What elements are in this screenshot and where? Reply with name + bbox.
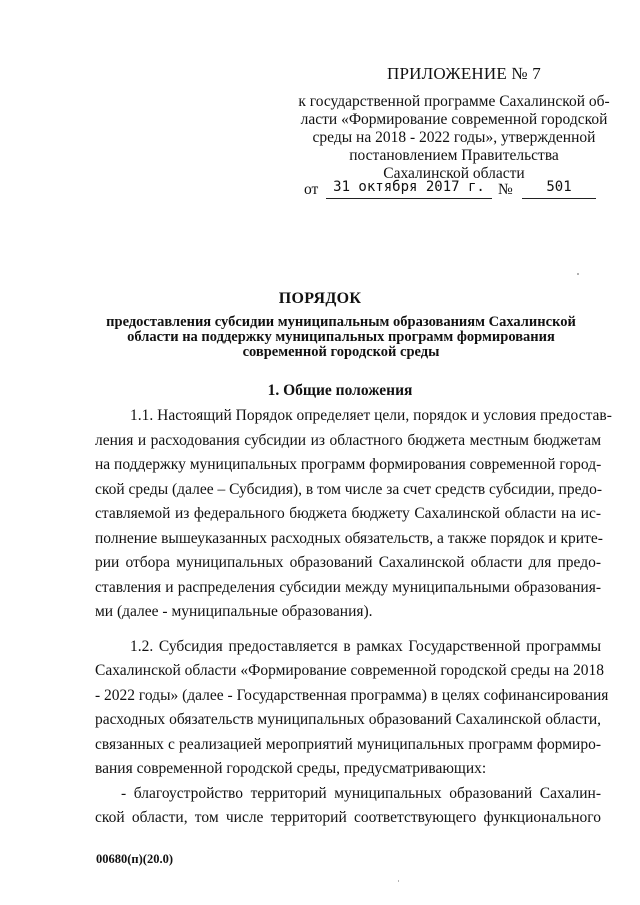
body-line: рии отбора муниципальных образований Сахалинской области для предо- [95,554,601,571]
appendix-description-line: ласти «Формирование современной городской [300,111,608,128]
body-line: ставления и распределения субсидии между муниципальными образования- [95,578,601,596]
document-title: ПОРЯДОК [278,290,362,307]
decree-date-number-row [300,178,600,202]
body-line: ской области, том числе территорий соответствующего функционального [95,809,601,826]
body-line: Сахалинской области «Формирование современной городской среды на 2018 [95,662,605,679]
document-subtitle [96,315,586,360]
appendix-description-line: среды на 2018 - 2022 годы», утвержденной [312,129,596,146]
appendix-description-line: к государственной программе Сахалинской об- [298,93,610,110]
body-line: ской среды (далее – Субсидия), в том числе за счет средств субсидии, предо- [95,480,603,498]
date-prefix: от [304,181,319,198]
document-code: 00680(п)(20.0) [96,852,173,866]
body-line: - благоустройство территорий муниципальных образований Сахалин- [121,784,601,802]
appendix-title: ПРИЛОЖЕНИЕ № 7 [387,64,541,83]
body-line: полнение вышеуказанных расходных обязательств, а также порядок и крите- [95,529,603,547]
document-subtitle-line: современной городской среды [242,344,440,360]
body-line: ставляемой из федерального бюджета бюджету Сахалинской области на ис- [95,505,601,522]
body-line: - 2022 годы» (далее - Государственная программа) в целях софинансирования [95,686,609,704]
body-line: ления и расходования субсидии из областного бюджета местным бюджетам [95,431,601,449]
appendix-description-line: постановлением Правительства [349,147,559,164]
document-body [95,404,612,831]
appendix-description-line: Сахалинской области [383,165,525,182]
body-line: ми (далее - муниципальные образования). [95,603,373,620]
number-prefix: № [498,181,513,198]
body-line: 1.2. Субсидия предоставляется в рамках Государственной программы [130,637,601,655]
document-subtitle-line: области на поддержку муниципальных программ формирования [127,329,555,345]
appendix-description [296,93,612,183]
body-line: 1.1. Настоящий Порядок определяет цели, порядок и условия предостав- [130,407,612,424]
section-heading: 1. Общие положения [267,382,413,399]
body-line: на поддержку муниципальных программ формирования современной город- [95,456,602,473]
decree-number: 501 [522,178,596,199]
decree-date: 31 октября 2017 г. [326,178,492,199]
scan-speck [577,273,579,275]
scan-speck [398,880,399,882]
body-line: расходных обязательств муниципальных образований Сахалинской области, [95,711,601,728]
body-line: вания современной городской среды, предусматривающих: [95,760,487,777]
document-subtitle-line: предоставления субсидии муниципальным образованиям Сахалинской [106,314,576,330]
body-line: связанных с реализацией мероприятий муниципальных программ формиро- [95,735,601,753]
